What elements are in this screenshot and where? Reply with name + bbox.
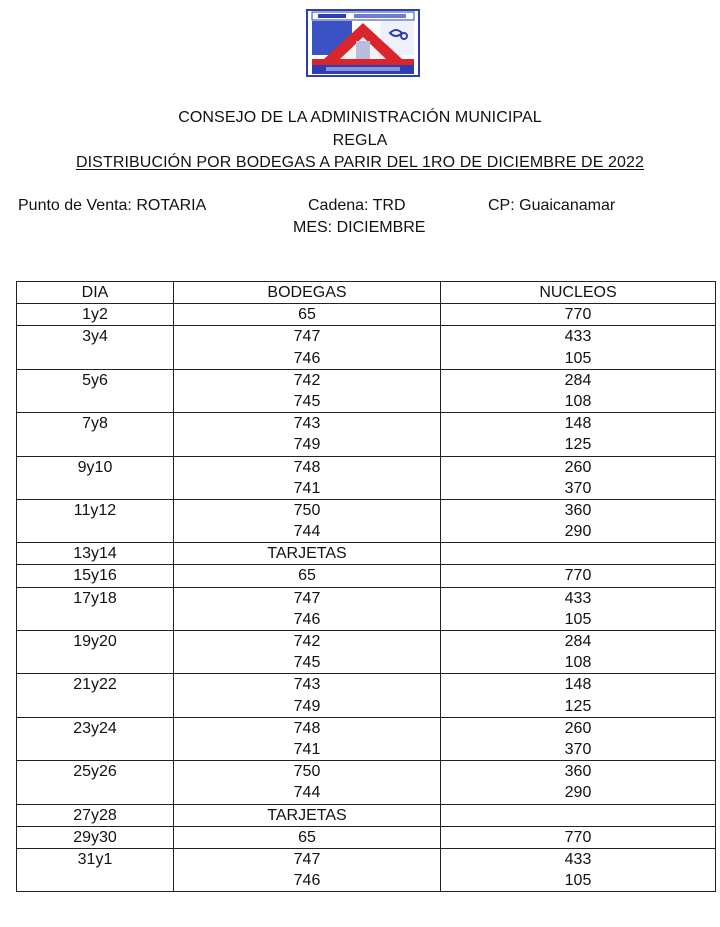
cell-bodegas <box>174 369 441 412</box>
nucleos-value: 284 <box>564 633 592 651</box>
nucleos-value: 370 <box>564 479 592 497</box>
nucleos-value <box>441 543 715 564</box>
cell-dia: 7y8 <box>17 413 174 456</box>
cell-bodegas <box>174 413 441 456</box>
cell-dia: 3y4 <box>17 326 174 369</box>
cell-bodegas <box>174 304 441 326</box>
cell-dia: 25y26 <box>17 761 174 804</box>
bodegas-value: 741 <box>293 741 321 758</box>
cell-bodegas <box>174 565 441 587</box>
table-row <box>17 826 716 848</box>
nucleos-value: 260 <box>564 719 592 737</box>
table-header-row <box>17 282 716 304</box>
cell-dia: 9y10 <box>17 456 174 499</box>
cell-bodegas <box>174 848 441 891</box>
bodegas-value: 749 <box>293 436 321 454</box>
bodegas-value: TARJETAS <box>267 806 347 824</box>
cell-nucleos <box>441 413 716 456</box>
bodegas-value: 746 <box>293 349 321 367</box>
cell-nucleos <box>441 826 716 848</box>
cell-dia: 23y24 <box>17 717 174 760</box>
cell-bodegas <box>174 804 441 826</box>
nucleos-value: 284 <box>564 371 592 389</box>
table-row <box>17 565 716 587</box>
bodegas-value: 742 <box>293 371 321 389</box>
council-title: CONSEJO DE LA ADMINISTRACIÓN MUNICIPAL <box>178 109 542 126</box>
bodegas-value: 742 <box>293 633 321 651</box>
cell-bodegas <box>174 499 441 542</box>
municipality-name: REGLA <box>332 132 388 149</box>
bodegas-value: 743 <box>293 676 321 694</box>
nucleos-value: 770 <box>564 567 592 585</box>
bodegas-value: 743 <box>293 415 321 433</box>
column-header-bodegas: BODEGAS <box>174 282 441 304</box>
table-row <box>17 804 716 826</box>
bodegas-value: TARJETAS <box>267 545 347 563</box>
cell-bodegas <box>174 826 441 848</box>
table-row <box>17 456 716 499</box>
nucleos-value: 148 <box>564 415 592 433</box>
nucleos-value: 125 <box>564 697 592 715</box>
nucleos-value: 370 <box>564 741 592 758</box>
cell-bodegas <box>174 587 441 630</box>
cell-nucleos <box>441 674 716 717</box>
cp-name: CP: Guaicanamar <box>488 197 616 214</box>
bodegas-value: 749 <box>293 697 321 715</box>
bodegas-value: 744 <box>293 523 321 541</box>
nucleos-value: 770 <box>564 828 592 846</box>
table-row <box>17 543 716 565</box>
nucleos-value <box>441 805 715 826</box>
cell-dia: 27y28 <box>17 804 174 826</box>
cell-bodegas <box>174 761 441 804</box>
nucleos-value: 108 <box>564 654 592 672</box>
nucleos-value: 108 <box>564 392 592 410</box>
table-row <box>17 631 716 674</box>
cell-bodegas <box>174 456 441 499</box>
cell-dia: 31y1 <box>17 848 174 891</box>
cell-nucleos <box>441 499 716 542</box>
cell-nucleos <box>441 565 716 587</box>
nucleos-value: 105 <box>564 610 592 628</box>
cell-nucleos <box>441 456 716 499</box>
cell-bodegas <box>174 717 441 760</box>
nucleos-value: 148 <box>564 676 592 694</box>
distribution-title: DISTRIBUCIÓN POR BODEGAS A PARIR DEL 1RO DE DICIEMBRE DE 2022 <box>75 154 645 171</box>
cell-nucleos <box>441 717 716 760</box>
cell-dia: 13y14 <box>17 543 174 565</box>
bodegas-value: 748 <box>293 719 321 737</box>
bodegas-value: 747 <box>293 328 321 346</box>
bodegas-value: 65 <box>298 828 316 846</box>
column-header-nucleos: NUCLEOS <box>441 282 716 304</box>
nucleos-value: 360 <box>564 501 592 519</box>
bodegas-value: 65 <box>298 306 316 324</box>
bodegas-value: 747 <box>293 589 321 607</box>
nucleos-value: 105 <box>564 349 592 367</box>
cell-dia: 19y20 <box>17 631 174 674</box>
cell-dia: 15y16 <box>17 565 174 587</box>
table-row <box>17 674 716 717</box>
table-row <box>17 761 716 804</box>
municipal-emblem-icon <box>306 9 420 77</box>
table-row <box>17 848 716 891</box>
cell-nucleos <box>441 304 716 326</box>
nucleos-value: 433 <box>564 589 592 607</box>
column-header-dia: DIA <box>17 282 174 304</box>
point-of-sale: Punto de Venta: ROTARIA <box>18 197 207 214</box>
cell-dia: 5y6 <box>17 369 174 412</box>
table-row <box>17 587 716 630</box>
cell-bodegas <box>174 631 441 674</box>
table-row <box>17 717 716 760</box>
month-label: MES: DICIEMBRE <box>293 219 426 236</box>
bodegas-value: 65 <box>298 567 316 585</box>
nucleos-value: 433 <box>564 850 592 868</box>
cell-dia: 21y22 <box>17 674 174 717</box>
nucleos-value: 770 <box>564 306 592 324</box>
bodegas-value: 745 <box>293 654 321 672</box>
distribution-table <box>16 281 716 892</box>
bodegas-value: 745 <box>293 392 321 410</box>
bodegas-value: 741 <box>293 479 321 497</box>
table-row <box>17 369 716 412</box>
table-row <box>17 499 716 542</box>
cell-bodegas <box>174 543 441 565</box>
cell-nucleos <box>441 631 716 674</box>
cell-nucleos <box>441 587 716 630</box>
cell-nucleos <box>441 543 716 565</box>
cell-dia: 11y12 <box>17 499 174 542</box>
nucleos-value: 105 <box>564 872 592 890</box>
bodegas-value: 750 <box>293 501 321 519</box>
bodegas-value: 746 <box>293 610 321 628</box>
nucleos-value: 360 <box>564 763 592 781</box>
chain-name: Cadena: TRD <box>308 197 406 214</box>
cell-nucleos <box>441 761 716 804</box>
bodegas-value: 750 <box>293 763 321 781</box>
cell-nucleos <box>441 804 716 826</box>
cell-dia: 29y30 <box>17 826 174 848</box>
nucleos-value: 260 <box>564 458 592 476</box>
cell-dia: 17y18 <box>17 587 174 630</box>
cell-nucleos <box>441 848 716 891</box>
table-row <box>17 304 716 326</box>
cell-dia: 1y2 <box>17 304 174 326</box>
table-row <box>17 326 716 369</box>
cell-bodegas <box>174 674 441 717</box>
nucleos-value: 433 <box>564 328 592 346</box>
bodegas-value: 747 <box>293 850 321 868</box>
nucleos-value: 290 <box>564 523 592 541</box>
cell-nucleos <box>441 369 716 412</box>
cell-nucleos <box>441 326 716 369</box>
bodegas-value: 748 <box>293 458 321 476</box>
table-row <box>17 413 716 456</box>
nucleos-value: 290 <box>564 784 592 802</box>
bodegas-value: 746 <box>293 872 321 890</box>
cell-bodegas <box>174 326 441 369</box>
bodegas-value: 744 <box>293 784 321 802</box>
nucleos-value: 125 <box>564 436 592 454</box>
